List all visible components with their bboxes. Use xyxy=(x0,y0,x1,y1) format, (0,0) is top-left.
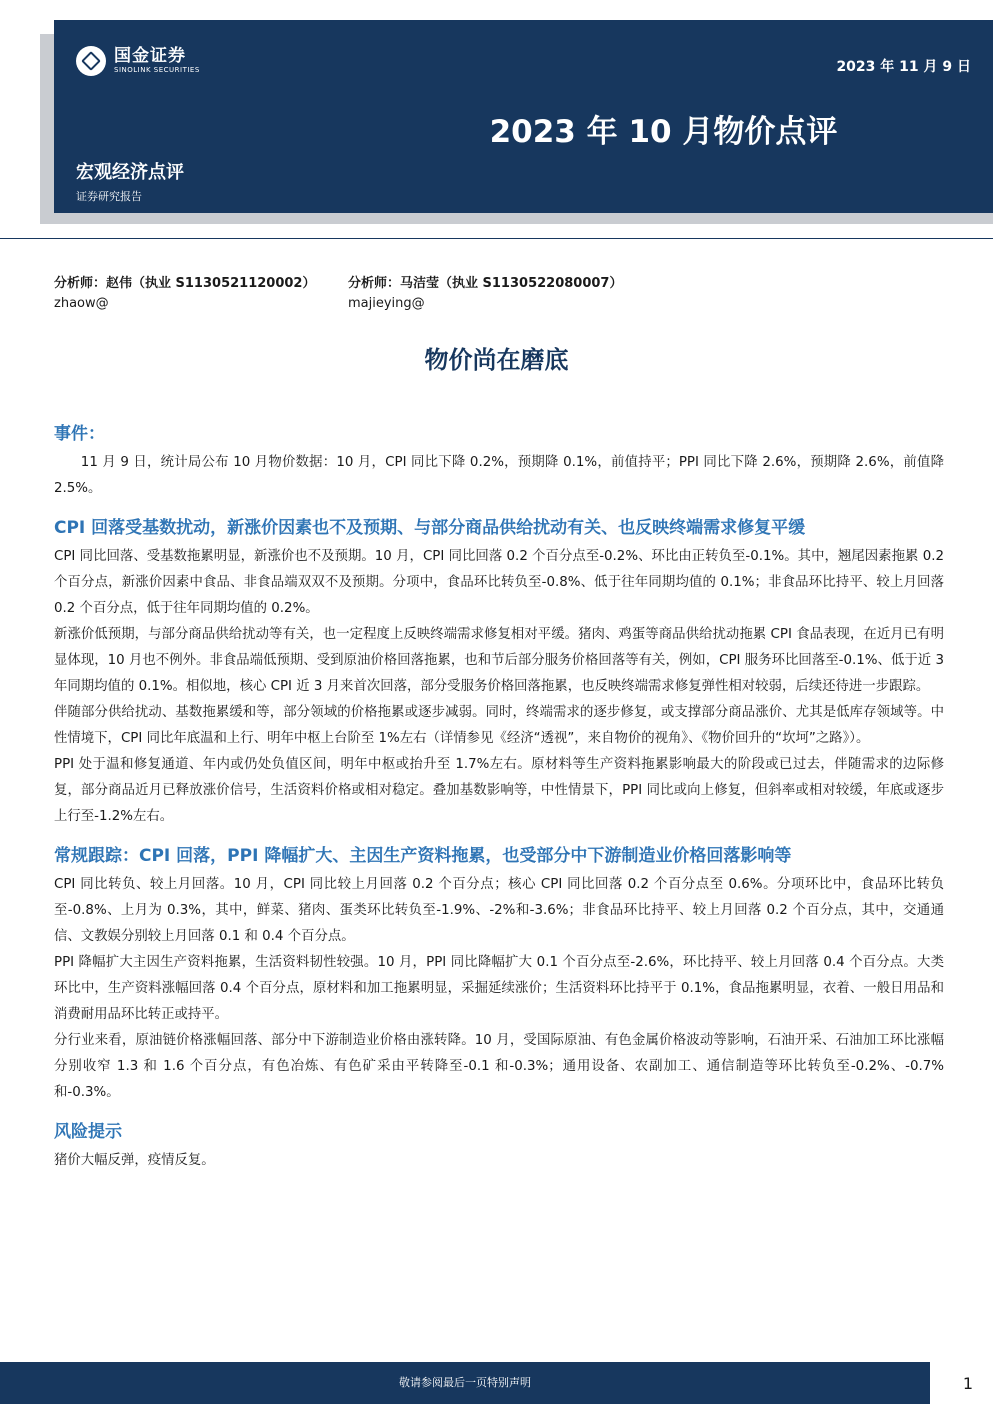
section-title-cpi: CPI 回落受基数扰动，新涨价因素也不及预期、与部分商品供给扰动有关、也反映终端需求修复平缓 xyxy=(54,518,806,538)
paragraph: 11 月 9 日，统计局公布 10 月物价数据：10 月，CPI 同比下降 0.2%，预期降 0.1%，前值持平；PPI 同比下降 2.6%，预期降 2.6%，前值降 2.5%。 xyxy=(54,455,944,496)
section-title-risk: 风险提示 xyxy=(54,1122,122,1142)
section-title-tracking: 常规跟踪：CPI 回落，PPI 降幅扩大、主因生产资料拖累，也受部分中下游制造业价格回落影响等 xyxy=(54,846,792,866)
analyst-1-email: zhaow@ xyxy=(54,296,109,311)
analyst-2-label: 分析师：马洁莹（执业 S1130522080007） xyxy=(348,276,623,291)
analyst-1-label: 分析师：赵伟（执业 S1130521120002） xyxy=(54,276,316,291)
report-banner xyxy=(54,20,993,213)
report-title: 2023 年 10 月物价点评 xyxy=(489,114,838,150)
logo-cn: 国金证券 xyxy=(114,46,186,66)
section-title-event: 事件： xyxy=(54,424,105,444)
analyst-2-email: majieying@ xyxy=(348,296,425,311)
logo-en: SINOLINK SECURITIES xyxy=(114,66,200,74)
paragraph: 伴随部分供给扰动、基数拖累缓和等，部分领域的价格拖累或逐步减弱。同时，终端需求的逐步修复，或支撑部分商品涨价、尤其是低库存领域等。中性情境下，CPI 同比年底温和上行、明年中枢上台阶至 1%左右（详情参见《经济“透视”，来自物价的视角》、《物价回升的“坎坷”之路》）。 xyxy=(54,705,944,746)
paragraph: CPI 同比转负、较上月回落。10 月，CPI 同比较上月回落 0.2 个百分点；核心 CPI 同比回落 0.2 个百分点至 0.6%。分项环比中，食品环比转负至-0.8%、上月为 0.3%，其中，鲜菜、猪肉、蛋类环比转负至-1.9%、-2%和-3.6%；非食品环比持平、较上月回落 0.2 个百分点，其中，交通通信、文教娱分别较上月回落 0.1 和 0.4 个百分点。 xyxy=(54,877,944,944)
paragraph: 新涨价低预期，与部分商品供给扰动等有关，也一定程度上反映终端需求修复相对平缓。猪肉、鸡蛋等商品供给扰动拖累 CPI 食品表现，在近月已有明显体现，10 月也不例外。非食品端低预期、受到原油价格回落拖累，也和节后部分服务价格回落等有关，例如，CPI 服务环比回落至-0.1%、低于近 3 年同期均值的 0.1%。相似地，核心 CPI 近 3 月来首次回落，部分受服务价格回落拖累，也反映终端需求修复弹性相对较弱，后续还待进一步跟踪。 xyxy=(54,627,944,694)
analyst-2 xyxy=(348,274,622,314)
headline: 物价尚在磨底 xyxy=(424,346,569,374)
report-body xyxy=(54,422,944,1174)
report-type: 证券研究报告 xyxy=(76,190,142,203)
page-number: 1 xyxy=(962,1374,973,1393)
header-divider xyxy=(0,238,993,239)
sinolink-logo-icon xyxy=(76,46,106,76)
paragraph: PPI 降幅扩大主因生产资料拖累，生活资料韧性较强。10 月，PPI 同比降幅扩大 0.1 个百分点至-2.6%，环比持平、较上月回落 0.4 个百分点。大类环比中，生产资料涨幅回落 0.4 个百分点，原材料和加工拖累明显，采掘延续涨价；生活资料环比持平于 0.1%，食品拖累明显，衣着、一般日用品和消费耐用品环比转正或持平。 xyxy=(54,955,944,1022)
footer-disclaimer: 敬请参阅最后一页特别声明 xyxy=(0,1362,930,1404)
paragraph: 分行业来看，原油链价格涨幅回落、部分中下游制造业价格由涨转降。10 月，受国际原油、有色金属价格波动等影响，石油开采、石油加工环比涨幅分别收窄 1.3 和 1.6 个百分点，有色冶炼、有色矿采由平转降至-0.1 和-0.3%；通用设备、农副加工、通信制造等环比转负至-0.2%、-0.7%和-0.3%。 xyxy=(54,1033,944,1100)
paragraph: PPI 处于温和修复通道、年内或仍处负值区间，明年中枢或抬升至 1.7%左右。原材料等生产资料拖累影响最大的阶段或已过去，伴随需求的边际修复，部分商品近月已释放涨价信号，生活资料价格或相对稳定。叠加基数影响等，中性情景下，PPI 同比或向上修复，但斜率或相对较缓，年底或逐步上行至-1.2%左右。 xyxy=(54,757,944,824)
paragraph: CPI 同比回落、受基数拖累明显，新涨价也不及预期。10 月，CPI 同比回落 0.2 个百分点至-0.2%、环比由正转负至-0.1%。其中，翘尾因素拖累 0.2 个百分点，新涨价因素中食品、非食品端双双不及预期。分项中，食品环比转负至-0.8%、低于往年同期均值的 0.1%；非食品环比持平、较上月回落 0.2 个百分点，低于往年同期均值的 0.2%。 xyxy=(54,549,944,616)
report-date: 2023 年 11 月 9 日 xyxy=(836,59,971,75)
logo xyxy=(76,46,200,76)
paragraph: 猪价大幅反弹，疫情反复。 xyxy=(54,1153,215,1168)
analyst-1 xyxy=(54,274,315,314)
report-category: 宏观经济点评 xyxy=(76,162,184,183)
